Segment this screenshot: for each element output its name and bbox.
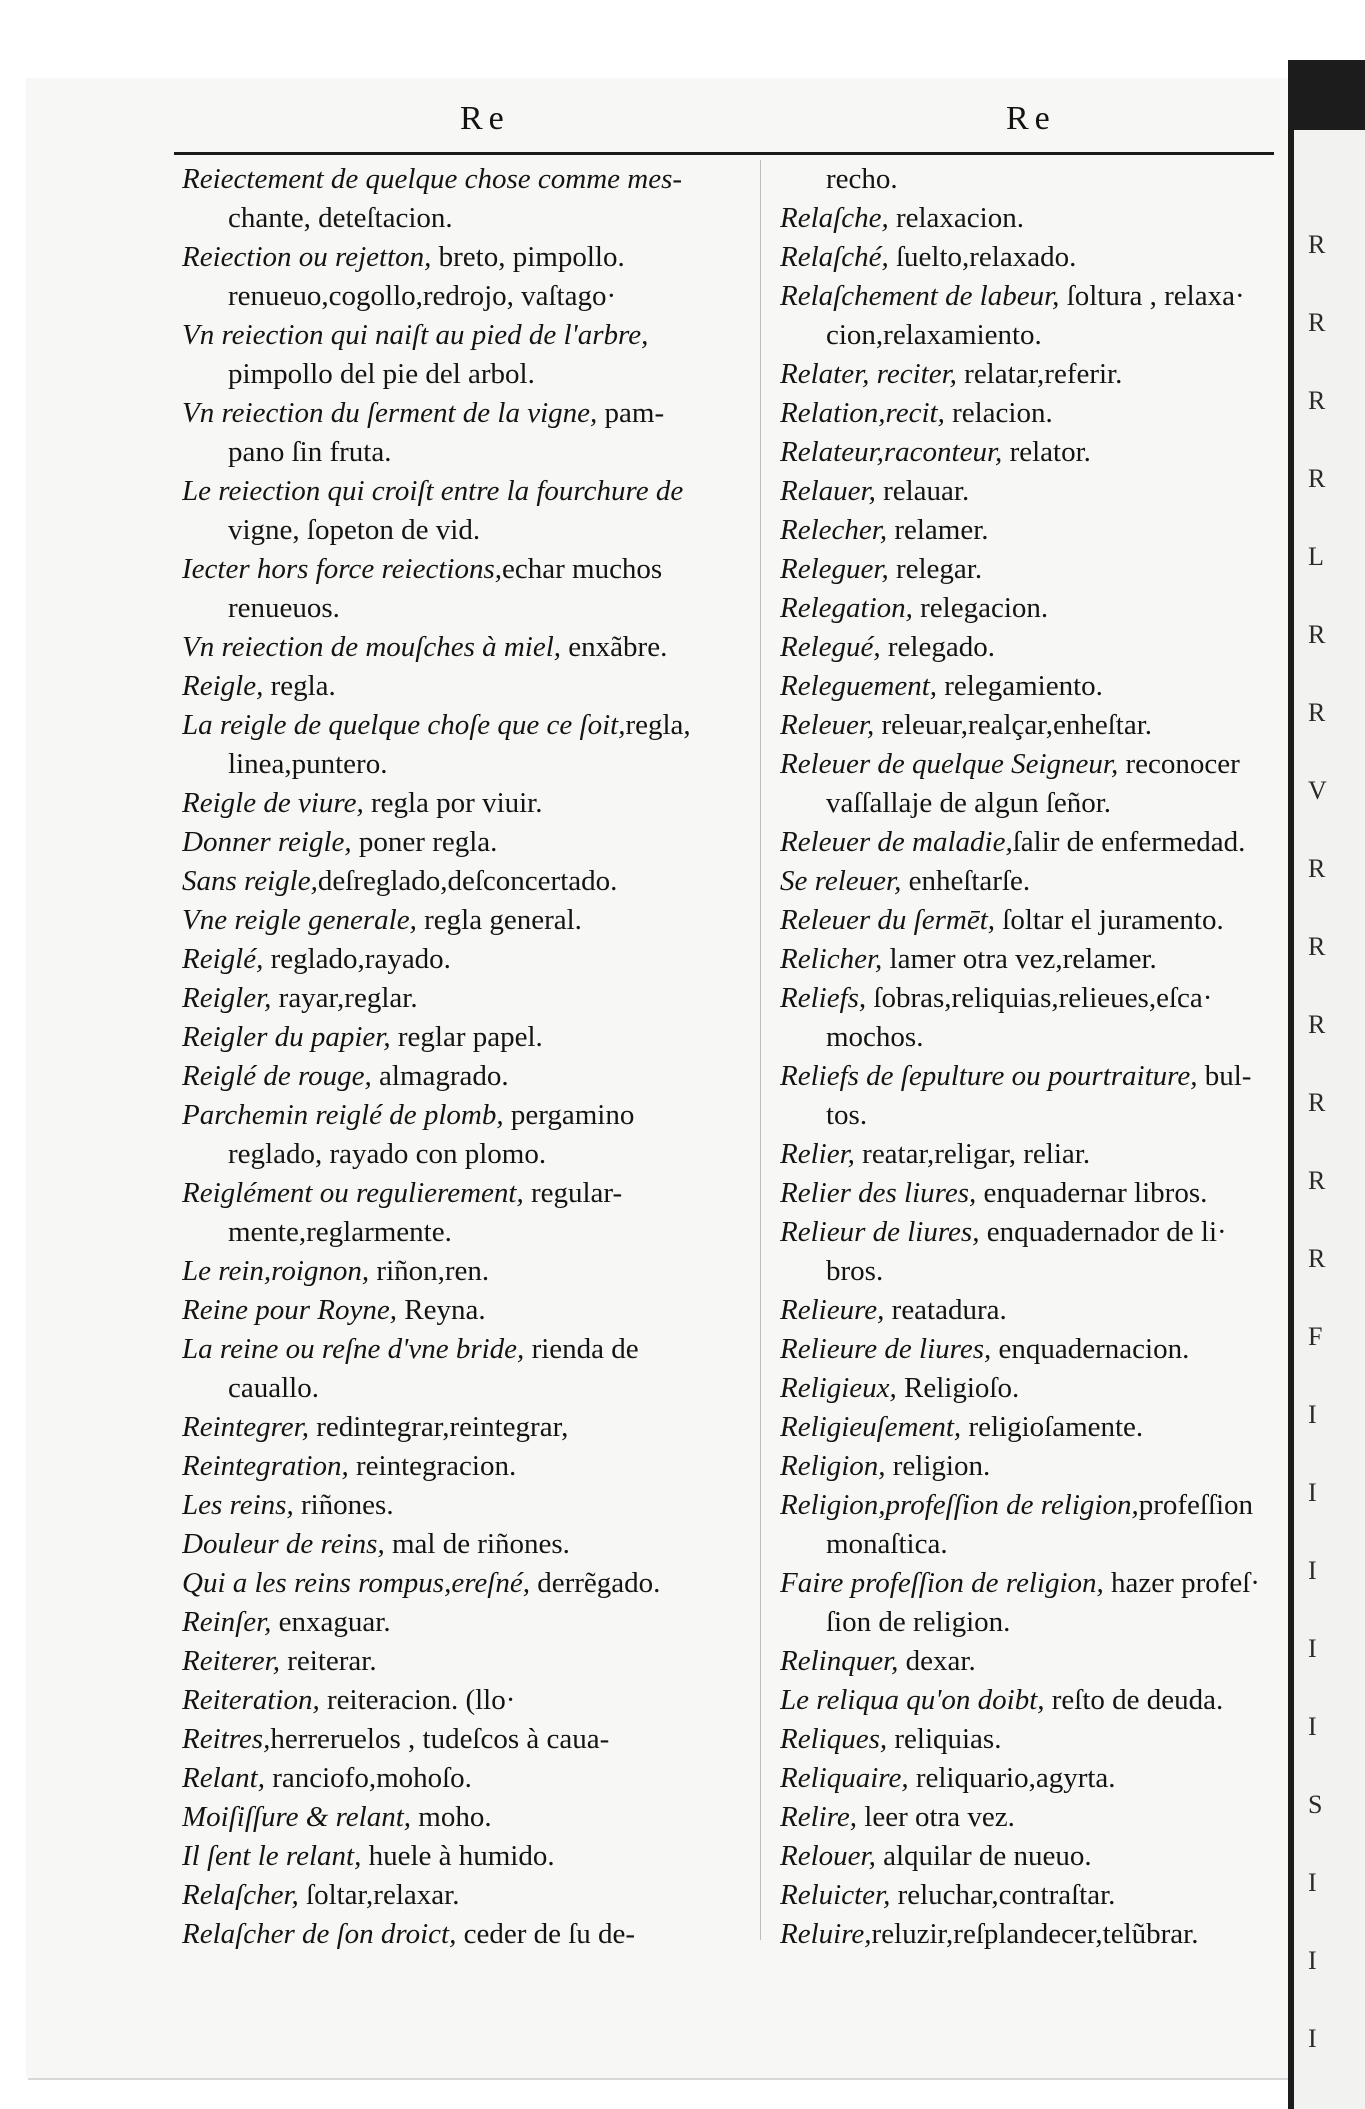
- edge-letter: V: [1308, 776, 1327, 805]
- entry-translation: ſoltar el juramento.: [995, 904, 1224, 936]
- entry-translation: regla,: [625, 709, 691, 741]
- entry-translation: ſobras,reliquias,relieues,eſca·: [866, 982, 1213, 1014]
- entry-translation: regla.: [263, 670, 336, 702]
- dictionary-line: [780, 433, 1280, 472]
- dictionary-line: [780, 1915, 1280, 1954]
- entry-headword: Relecher,: [780, 514, 888, 546]
- dictionary-line: [182, 1486, 738, 1525]
- edge-letter: R: [1308, 698, 1326, 727]
- entry-translation: riñones.: [293, 1489, 394, 1521]
- entry-translation: dexar.: [898, 1645, 976, 1677]
- entry-headword: Reintegrer,: [182, 1411, 309, 1443]
- entry-headword: Relaſcher,: [182, 1879, 299, 1911]
- edge-letter: I: [1308, 1556, 1317, 1585]
- entry-headword: Relegué,: [780, 631, 881, 663]
- entry-headword: Reiteration,: [182, 1684, 320, 1716]
- entry-translation: religion.: [885, 1450, 991, 1482]
- dictionary-line: [182, 1057, 738, 1096]
- dictionary-line: [780, 940, 1280, 979]
- entry-translation: herreruelos , tudeſcos à caua-: [270, 1723, 610, 1755]
- edge-letter: R: [1308, 1010, 1326, 1039]
- entry-headword: Relaſcher de ſon droict,: [182, 1918, 457, 1950]
- dictionary-line: [182, 1798, 738, 1837]
- entry-translation: bul-: [1197, 1060, 1252, 1092]
- dictionary-line: [182, 1564, 738, 1603]
- dictionary-line: [780, 1057, 1280, 1096]
- dictionary-line: [780, 1720, 1280, 1759]
- dictionary-line: [780, 1642, 1280, 1681]
- entry-headword: Relieure de liures,: [780, 1333, 992, 1365]
- dictionary-line: [182, 1408, 738, 1447]
- entry-headword: Relation,recit,: [780, 397, 945, 429]
- dictionary-line: [780, 1135, 1280, 1174]
- entry-translation: reiteracion. (llo·: [319, 1684, 516, 1716]
- entry-translation: derrẽgado.: [529, 1567, 661, 1599]
- dictionary-line: [182, 1915, 738, 1954]
- entry-headword: La reigle de quelque choſe que ce ſoit,: [182, 709, 626, 741]
- entry-translation: echar muchos: [501, 553, 663, 585]
- entry-translation: reglar papel.: [390, 1021, 543, 1053]
- dictionary-line: [182, 160, 738, 199]
- entry-translation: deſreglado,deſconcertado.: [317, 865, 618, 897]
- dictionary-line: [182, 550, 738, 589]
- right-column: [780, 160, 1280, 1954]
- entry-headword: Relire,: [780, 1801, 858, 1833]
- entry-continuation: mente,reglarmente.: [228, 1216, 452, 1248]
- entry-translation: reluzir,reſplandecer,telũbrar.: [871, 1918, 1199, 1950]
- dictionary-line: [780, 1213, 1280, 1252]
- dictionary-line: [780, 745, 1280, 784]
- entry-translation: ceder de ſu de-: [456, 1918, 636, 1950]
- dictionary-line: [182, 1174, 738, 1213]
- edge-letter: R: [1308, 1088, 1326, 1117]
- dictionary-line: [780, 316, 1280, 355]
- dictionary-line: [182, 1642, 738, 1681]
- entry-headword: Relater, reciter,: [780, 358, 957, 390]
- edge-letter: R: [1308, 464, 1326, 493]
- header-rule: [174, 152, 1274, 155]
- entry-headword: Il ſent le relant,: [182, 1840, 362, 1872]
- entry-continuation: cion,relaxamiento.: [826, 319, 1042, 351]
- dictionary-line: [182, 589, 738, 628]
- entry-headword: Reigle,: [182, 670, 264, 702]
- entry-headword: Reiectement de quelque chose comme mes-: [182, 163, 683, 195]
- entry-headword: Relant,: [182, 1762, 265, 1794]
- entry-translation: ſuelto,relaxado.: [888, 241, 1077, 273]
- entry-translation: profeſſion: [1138, 1489, 1254, 1521]
- dictionary-line: [182, 238, 738, 277]
- entry-continuation: linea,puntero.: [228, 748, 388, 780]
- dictionary-line: [780, 862, 1280, 901]
- entry-headword: Reiection ou rejetton,: [182, 241, 432, 273]
- entry-headword: Parchemin reiglé de plomb,: [182, 1099, 504, 1131]
- entry-headword: Reliquaire,: [780, 1762, 909, 1794]
- dictionary-line: [182, 940, 738, 979]
- edge-letter: R: [1308, 230, 1326, 259]
- entry-translation: hazer profeſ·: [1103, 1567, 1260, 1599]
- dictionary-line: [182, 472, 738, 511]
- entry-headword: Donner reigle,: [182, 826, 352, 858]
- edge-letter: R: [1308, 386, 1326, 415]
- entry-translation: reintegracion.: [348, 1450, 517, 1482]
- entry-translation: Religioſo.: [896, 1372, 1020, 1404]
- dictionary-line: [182, 277, 738, 316]
- entry-translation: releuar,realçar,enheſtar.: [874, 709, 1153, 741]
- dictionary-line: [182, 706, 738, 745]
- dictionary-line: [182, 1447, 738, 1486]
- dictionary-line: [780, 667, 1280, 706]
- edge-letter: I: [1308, 1478, 1317, 1507]
- entry-translation: enheſtarſe.: [901, 865, 1031, 897]
- dictionary-line: [780, 550, 1280, 589]
- dictionary-line: [182, 1369, 738, 1408]
- dictionary-line: [780, 589, 1280, 628]
- dictionary-line: [182, 1876, 738, 1915]
- entry-headword: Reitres,: [182, 1723, 271, 1755]
- entry-translation: ſoltar,relaxar.: [298, 1879, 460, 1911]
- dictionary-line: [182, 901, 738, 940]
- entry-translation: riñon,ren.: [369, 1255, 490, 1287]
- entry-headword: Religion,: [780, 1450, 886, 1482]
- dictionary-line: [182, 1330, 738, 1369]
- dictionary-line: [182, 1681, 738, 1720]
- entry-headword: Sans reigle,: [182, 865, 318, 897]
- dictionary-line: [780, 1447, 1280, 1486]
- entry-continuation: reglado, rayado con plomo.: [228, 1138, 547, 1170]
- edge-letter: I: [1308, 1712, 1317, 1741]
- entry-continuation: monaſtica.: [826, 1528, 948, 1560]
- adjacent-page-edge: [1288, 60, 1365, 2109]
- entry-headword: Douleur de reins,: [182, 1528, 385, 1560]
- entry-continuation: renueuo,cogollo,redrojo, vaſtago·: [228, 280, 617, 312]
- entry-translation: regla por viuir.: [363, 787, 543, 819]
- dictionary-line: [780, 277, 1280, 316]
- entry-headword: Qui a les reins rompus,ereſné,: [182, 1567, 530, 1599]
- entry-continuation: pano ſin fruta.: [228, 436, 392, 468]
- dictionary-line: [182, 1525, 738, 1564]
- entry-translation: mal de riñones.: [384, 1528, 570, 1560]
- entry-continuation: mochos.: [826, 1021, 924, 1053]
- entry-headword: Iecter hors force reiections,: [182, 553, 502, 585]
- dictionary-line: [780, 823, 1280, 862]
- edge-letter: R: [1308, 1166, 1326, 1195]
- dictionary-line: [182, 1837, 738, 1876]
- entry-translation: alquilar de nueuo.: [875, 1840, 1092, 1872]
- entry-translation: enquadernacion.: [991, 1333, 1190, 1365]
- entry-headword: Releuer de quelque Seigneur,: [780, 748, 1119, 780]
- entry-headword: Relier,: [780, 1138, 855, 1170]
- entry-headword: Faire profeſſion de religion,: [780, 1567, 1104, 1599]
- entry-headword: Relinquer,: [780, 1645, 899, 1677]
- entry-translation: relegacion.: [912, 592, 1049, 624]
- entry-headword: La reine ou reſne d'vne bride,: [182, 1333, 525, 1365]
- entry-translation: regla general.: [416, 904, 582, 936]
- dictionary-line: [780, 1759, 1280, 1798]
- entry-continuation: vigne, ſopeton de vid.: [228, 514, 481, 546]
- dictionary-line: [780, 511, 1280, 550]
- dictionary-line: [780, 355, 1280, 394]
- entry-translation: reluchar,contraſtar.: [890, 1879, 1116, 1911]
- dictionary-line: [780, 901, 1280, 940]
- entry-translation: relamer.: [887, 514, 989, 546]
- entry-translation: reglado,rayado.: [263, 943, 451, 975]
- entry-continuation: bros.: [826, 1255, 884, 1287]
- entry-continuation: recho.: [826, 163, 898, 195]
- dictionary-line: [182, 823, 738, 862]
- dictionary-line: [780, 1174, 1280, 1213]
- entry-headword: Reiterer,: [182, 1645, 280, 1677]
- entry-headword: Reluire,: [780, 1918, 872, 1950]
- edge-letter: R: [1308, 620, 1326, 649]
- dictionary-line: [182, 1135, 738, 1174]
- dictionary-line: [182, 316, 738, 355]
- entry-headword: Relauer,: [780, 475, 876, 507]
- entry-continuation: ſion de religion.: [826, 1606, 1011, 1638]
- dictionary-line: [780, 160, 1280, 199]
- dictionary-line: [780, 1876, 1280, 1915]
- entry-translation: ranciofo,mohoſo.: [264, 1762, 472, 1794]
- entry-headword: Reintegration,: [182, 1450, 349, 1482]
- dictionary-line: [182, 1213, 738, 1252]
- entry-translation: redintegrar,reintegrar,: [308, 1411, 569, 1443]
- entry-headword: Relaſche,: [780, 202, 889, 234]
- entry-translation: breto, pimpollo.: [431, 241, 625, 273]
- entry-translation: pergamino: [503, 1099, 635, 1131]
- entry-headword: Les reins,: [182, 1489, 294, 1521]
- entry-headword: Relier des liures,: [780, 1177, 977, 1209]
- entry-translation: reatadura.: [884, 1294, 1007, 1326]
- edge-letter: S: [1308, 1790, 1323, 1819]
- edge-letter: R: [1308, 1244, 1326, 1273]
- dictionary-line: [780, 1486, 1280, 1525]
- entry-translation: almagrado.: [371, 1060, 509, 1092]
- dictionary-line: [182, 1252, 738, 1291]
- entry-headword: Reiglé de rouge,: [182, 1060, 372, 1092]
- entry-translation: ſoltura , relaxa·: [1059, 280, 1245, 312]
- dictionary-line: [780, 979, 1280, 1018]
- entry-headword: Relegation,: [780, 592, 913, 624]
- entry-translation: relauar.: [875, 475, 970, 507]
- entry-headword: Vn reiection de mouſches à miel,: [182, 631, 562, 663]
- dictionary-line: [780, 1018, 1280, 1057]
- entry-headword: Religion,profeſſion de religion,: [780, 1489, 1139, 1521]
- dictionary-line: [780, 472, 1280, 511]
- edge-letter: R: [1308, 308, 1326, 337]
- edge-letter: R: [1308, 854, 1326, 883]
- entry-headword: Relieure,: [780, 1294, 885, 1326]
- edge-letter: L: [1308, 542, 1324, 571]
- dictionary-line: [780, 1798, 1280, 1837]
- entry-headword: Releuer,: [780, 709, 875, 741]
- entry-continuation: vaſſallaje de algun ſeñor.: [826, 787, 1112, 819]
- entry-translation: relator.: [1002, 436, 1091, 468]
- entry-translation: rayar,reglar.: [271, 982, 418, 1014]
- entry-headword: Religieux,: [780, 1372, 897, 1404]
- dictionary-line: [780, 394, 1280, 433]
- dictionary-line: [780, 1681, 1280, 1720]
- entry-translation: moho.: [411, 1801, 492, 1833]
- entry-translation: reatar,religar, reliar.: [854, 1138, 1091, 1170]
- dictionary-line: [780, 1603, 1280, 1642]
- dictionary-line: [780, 628, 1280, 667]
- entry-translation: reſto de deuda.: [1044, 1684, 1224, 1716]
- entry-headword: Reigler,: [182, 982, 272, 1014]
- entry-headword: Reliefs de ſepulture ou pourtraiture,: [780, 1060, 1198, 1092]
- dictionary-line: [780, 1369, 1280, 1408]
- entry-headword: Vn reiection du ſerment de la vigne,: [182, 397, 598, 429]
- entry-headword: Reliques,: [780, 1723, 888, 1755]
- entry-translation: religioſamente.: [961, 1411, 1144, 1443]
- entry-translation: poner regla.: [351, 826, 498, 858]
- edge-letter: I: [1308, 1400, 1317, 1429]
- running-head-right: Re: [1006, 100, 1056, 137]
- dictionary-line: [182, 511, 738, 550]
- dictionary-line: [182, 1096, 738, 1135]
- edge-letter: I: [1308, 2024, 1317, 2053]
- entry-translation: enquadernar libros.: [976, 1177, 1208, 1209]
- dictionary-line: [182, 1720, 738, 1759]
- dictionary-line: [182, 745, 738, 784]
- entry-headword: Religieuſement,: [780, 1411, 962, 1443]
- entry-headword: Releuer de maladie,: [780, 826, 1013, 858]
- dictionary-line: [182, 862, 738, 901]
- entry-headword: Vn reiection qui naiſt au pied de l'arbre,: [182, 319, 649, 351]
- dictionary-line: [182, 1759, 738, 1798]
- dictionary-line: [182, 784, 738, 823]
- dictionary-line: [780, 1564, 1280, 1603]
- entry-continuation: tos.: [826, 1099, 868, 1131]
- running-head-left: Re: [460, 100, 510, 137]
- edge-letter: R: [1308, 932, 1326, 961]
- dictionary-line: [780, 199, 1280, 238]
- dictionary-line: [780, 1291, 1280, 1330]
- entry-translation: relegar.: [888, 553, 983, 585]
- entry-headword: Relaſché,: [780, 241, 889, 273]
- entry-headword: Reinſer,: [182, 1606, 272, 1638]
- dictionary-line: [182, 1291, 738, 1330]
- entry-continuation: pimpollo del pie del arbol.: [228, 358, 535, 390]
- entry-headword: Le rein,roignon,: [182, 1255, 370, 1287]
- edge-letter: F: [1308, 1322, 1323, 1351]
- entry-continuation: cauallo.: [228, 1372, 319, 1404]
- dictionary-line: [780, 1252, 1280, 1291]
- entry-translation: relatar,referir.: [956, 358, 1123, 390]
- edge-letter: I: [1308, 1634, 1317, 1663]
- entry-translation: enxãbre.: [561, 631, 668, 663]
- entry-headword: Reigler du papier,: [182, 1021, 391, 1053]
- entry-continuation: chante, deteſtacion.: [228, 202, 453, 234]
- entry-headword: Relieur de liures,: [780, 1216, 980, 1248]
- dictionary-line: [780, 1096, 1280, 1135]
- entry-headword: Releguer,: [780, 553, 889, 585]
- dictionary-line: [182, 394, 738, 433]
- entry-headword: Relateur,raconteur,: [780, 436, 1003, 468]
- entry-translation: reiterar.: [279, 1645, 377, 1677]
- entry-headword: Moiſiſſure & relant,: [182, 1801, 412, 1833]
- dictionary-line: [780, 706, 1280, 745]
- entry-headword: Reliefs,: [780, 982, 867, 1014]
- entry-translation: enquadernador de li·: [979, 1216, 1227, 1248]
- dictionary-line: [182, 199, 738, 238]
- entry-headword: Vne reigle generale,: [182, 904, 417, 936]
- entry-translation: relegado.: [880, 631, 995, 663]
- dictionary-line: [780, 238, 1280, 277]
- entry-continuation: renueuos.: [228, 592, 340, 624]
- left-column: [182, 160, 738, 1954]
- entry-headword: Reigle de viure,: [182, 787, 364, 819]
- dictionary-line: [182, 979, 738, 1018]
- dictionary-line: [780, 1330, 1280, 1369]
- entry-headword: Le reliqua qu'on doibt,: [780, 1684, 1045, 1716]
- entry-translation: reconocer: [1118, 748, 1240, 780]
- entry-headword: Le reiection qui croiſt entre la fourchure de: [182, 475, 684, 507]
- entry-translation: enxaguar.: [271, 1606, 391, 1638]
- edge-letter: I: [1308, 1946, 1317, 1975]
- entry-headword: Relouer,: [780, 1840, 876, 1872]
- entry-translation: reliquario,agyrta.: [908, 1762, 1116, 1794]
- adjacent-page-strip: [1294, 130, 1365, 2109]
- dictionary-line: [780, 1837, 1280, 1876]
- entry-translation: huele à humido.: [361, 1840, 555, 1872]
- dictionary-line: [182, 355, 738, 394]
- entry-translation: pam-: [597, 397, 665, 429]
- column-divider: [760, 160, 761, 1940]
- entry-translation: rienda de: [524, 1333, 639, 1365]
- dictionary-line: [182, 433, 738, 472]
- entry-headword: Releguement,: [780, 670, 938, 702]
- entry-headword: Se releuer,: [780, 865, 902, 897]
- dictionary-line: [182, 667, 738, 706]
- entry-translation: leer otra vez.: [857, 1801, 1015, 1833]
- entry-translation: ſalir de enfermedad.: [1012, 826, 1246, 858]
- dictionary-line: [182, 628, 738, 667]
- entry-translation: relacion.: [944, 397, 1053, 429]
- dictionary-line: [182, 1018, 738, 1057]
- entry-translation: Reyna.: [397, 1294, 486, 1326]
- edge-letter: I: [1308, 1868, 1317, 1897]
- dictionary-line: [182, 1603, 738, 1642]
- dictionary-line: [780, 1408, 1280, 1447]
- entry-headword: Reiglément ou regulierement,: [182, 1177, 524, 1209]
- dictionary-line: [780, 784, 1280, 823]
- entry-translation: lamer otra vez,relamer.: [882, 943, 1157, 975]
- entry-translation: relegamiento.: [937, 670, 1103, 702]
- entry-translation: regular-: [523, 1177, 623, 1209]
- entry-headword: Relaſchement de labeur,: [780, 280, 1060, 312]
- entry-headword: Reluicter,: [780, 1879, 891, 1911]
- dictionary-line: [780, 1525, 1280, 1564]
- entry-headword: Relicher,: [780, 943, 883, 975]
- entry-translation: reliquias.: [887, 1723, 1002, 1755]
- entry-headword: Reiglé,: [182, 943, 264, 975]
- entry-translation: relaxacion.: [888, 202, 1024, 234]
- entry-headword: Releuer du ſermēt,: [780, 904, 996, 936]
- entry-headword: Reine pour Royne,: [182, 1294, 398, 1326]
